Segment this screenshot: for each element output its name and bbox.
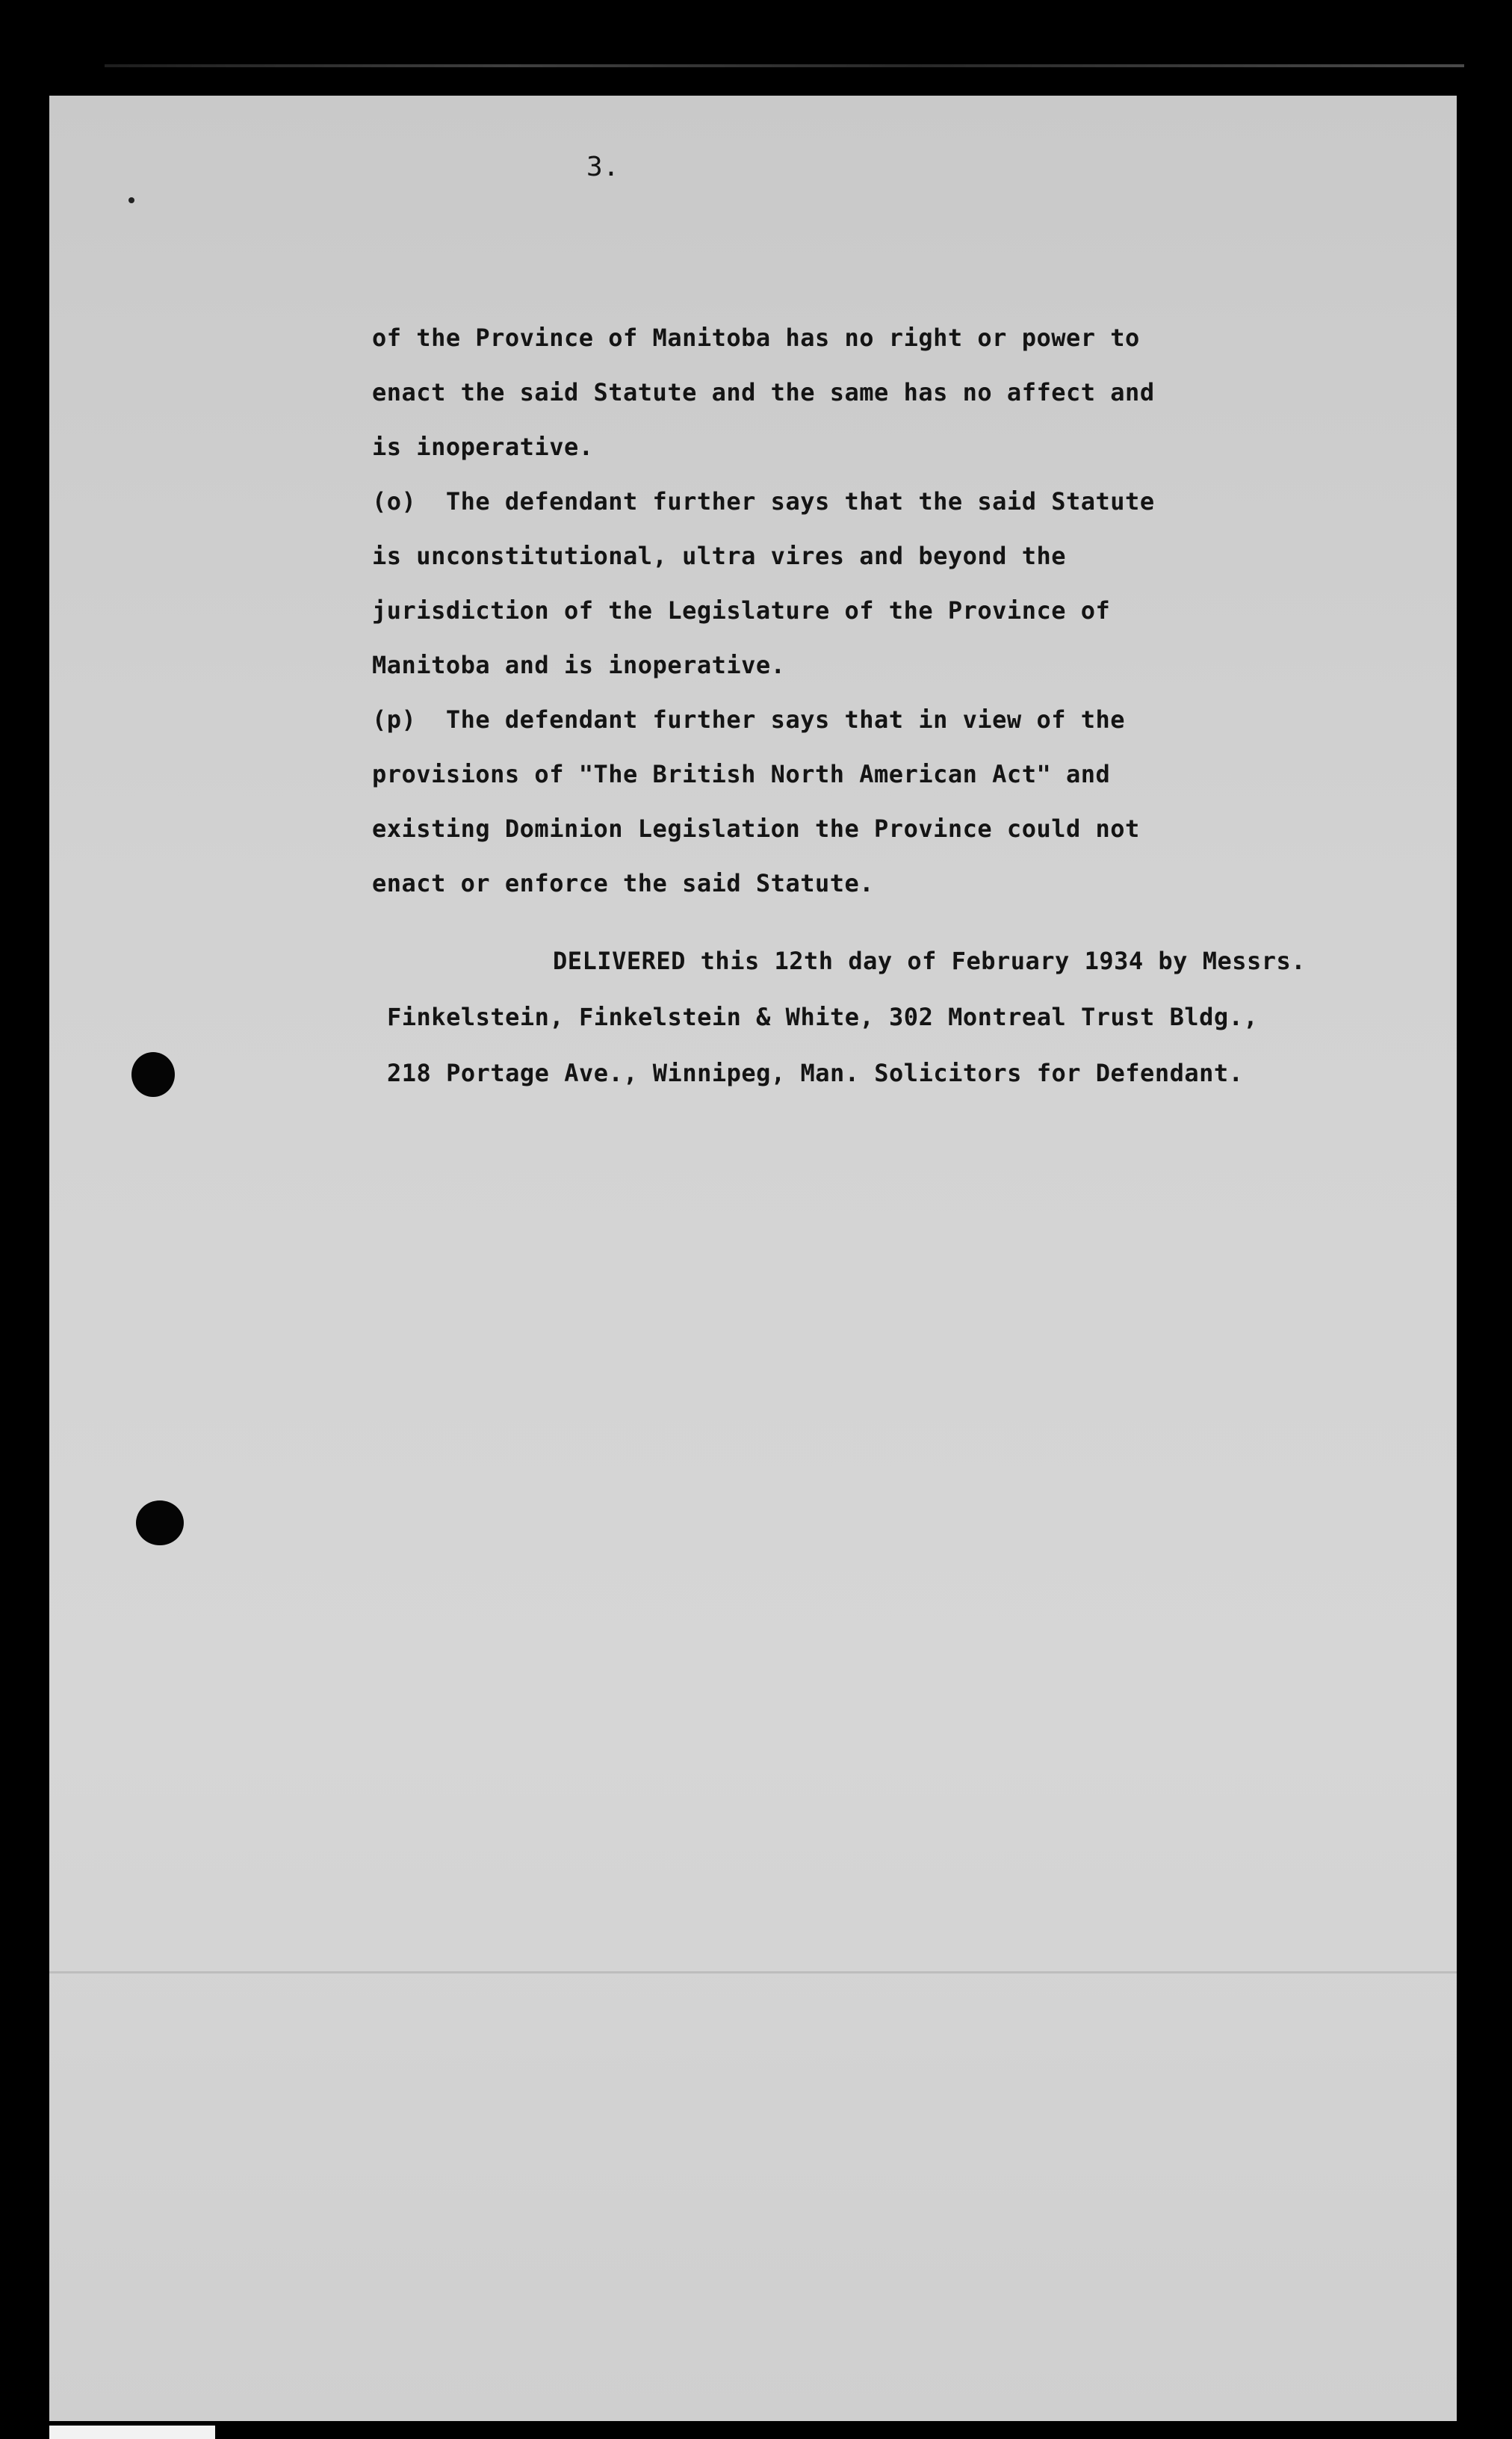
delivered-line: 218 Portage Ave., Winnipeg, Man. Solicitors for Defendant. (387, 1059, 1244, 1087)
paragraph-p-line: provisions of "The British North American Act" and (372, 760, 1111, 788)
paragraph-o-line: Manitoba and is inoperative. (372, 651, 786, 679)
delivered-line: Finkelstein, Finkelstein & White, 302 Montreal Trust Bldg., (387, 1003, 1259, 1031)
paragraph-o-line: (o) The defendant further says that the said Statute (372, 487, 1155, 516)
paragraph-o-line: jurisdiction of the Legislature of the Province of (372, 596, 1111, 625)
ink-speck (128, 197, 134, 203)
punch-hole-bottom (136, 1500, 184, 1545)
text-line: enact the said Statute and the same has no affect and (372, 378, 1155, 406)
page-number: 3. (586, 152, 620, 182)
paragraph-p-line: (p) The defendant further says that in view of the (372, 705, 1126, 734)
paragraph-o-line: is unconstitutional, ultra vires and beyond the (372, 542, 1066, 570)
document-sheet (49, 96, 1457, 2421)
punch-hole-top (131, 1052, 175, 1097)
text-line: is inoperative. (372, 433, 594, 461)
paragraph-p-line: existing Dominion Legislation the Province could not (372, 814, 1140, 843)
text-line: of the Province of Manitoba has no right or power to (372, 324, 1140, 352)
delivered-line: DELIVERED this 12th day of February 1934 by Messrs. (553, 947, 1307, 975)
scan-label-tab (49, 2426, 215, 2439)
scan-top-edge (105, 64, 1464, 67)
paper-fold-line (49, 1971, 1457, 1973)
paragraph-p-line: enact or enforce the said Statute. (372, 869, 875, 897)
